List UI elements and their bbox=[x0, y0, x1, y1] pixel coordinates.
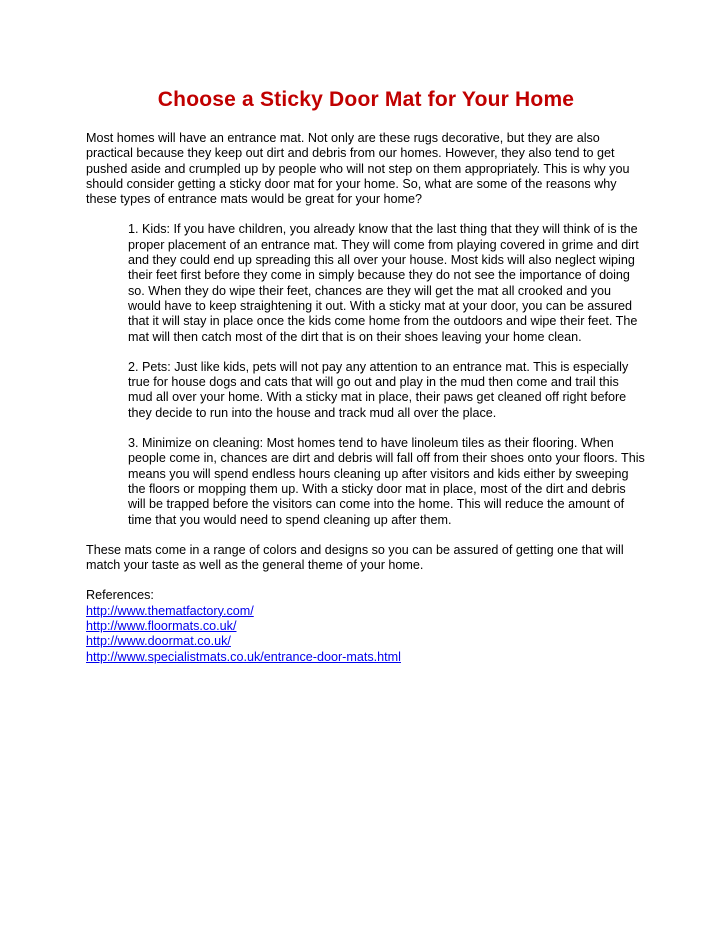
reason-item-kids: 1. Kids: If you have children, you already know that the last thing that they will think of is the proper placement of an entrance mat. They will come from playing covered in grime and dirt and they could end up spreading this all over your house. Most kids will also neglect wiping their feet first before they come in simply because they do not see the importance of doing so. When they do wipe their feet, chances are they will get the mat all crooked and you would have to keep straightening it out. With a sticky mat at your door, you can be assured that it will stay in place once the kids come home from the outdoors and wipe their feet. The mat will then catch most of the dirt that is on their shoes leaving your home clean. bbox=[128, 222, 639, 344]
references-heading: References: bbox=[86, 588, 154, 603]
reference-link-thematfactory[interactable]: http://www.thematfactory.com/ bbox=[86, 603, 254, 618]
reference-link-specialistmats[interactable]: http://www.specialistmats.co.uk/entrance-door-mats.html bbox=[86, 649, 401, 664]
references-list bbox=[86, 604, 646, 665]
reason-item-pets: 2. Pets: Just like kids, pets will not pay any attention to an entrance mat. This is especially true for house dogs and cats that will go out and play in the mud then come and trail this mud all over your home. With a sticky mat in place, their paws get cleaned off right before they decide to run into the house and track mud all over the place. bbox=[128, 359, 629, 420]
reference-link-floormats[interactable]: http://www.floormats.co.uk/ bbox=[86, 619, 237, 634]
intro-paragraph: Most homes will have an entrance mat. Not only are these rugs decorative, but they are also practical because they keep out dirt and debris from our homes. However, they also tend to get pushed aside and crumpled up by people who will not step on them appropriately. This is why you should consider getting a sticky door mat for your home. So, what are some of the reasons why these types of entrance mats would be great for your home? bbox=[86, 131, 630, 207]
document-page bbox=[86, 86, 646, 665]
reasons-list bbox=[86, 222, 646, 527]
reason-item-cleaning: 3. Minimize on cleaning: Most homes tend to have linoleum tiles as their flooring. When people come in, chances are dirt and debris will fall off from their shoes onto your floors. This means you will spend endless hours cleaning up after visitors and kids either by sweeping the floors or mopping them up. With a sticky door mat in place, most of the dirt and debris will be trapped before the visitors can come into the home. This will reduce the amount of time that you would need to spend cleaning up after them. bbox=[128, 436, 645, 527]
document-title: Choose a Sticky Door Mat for Your Home bbox=[157, 88, 575, 111]
closing-paragraph: These mats come in a range of colors and designs so you can be assured of getting one that will match your taste as well as the general theme of your home. bbox=[86, 542, 624, 573]
reference-link-doormat[interactable]: http://www.doormat.co.uk/ bbox=[86, 634, 231, 649]
